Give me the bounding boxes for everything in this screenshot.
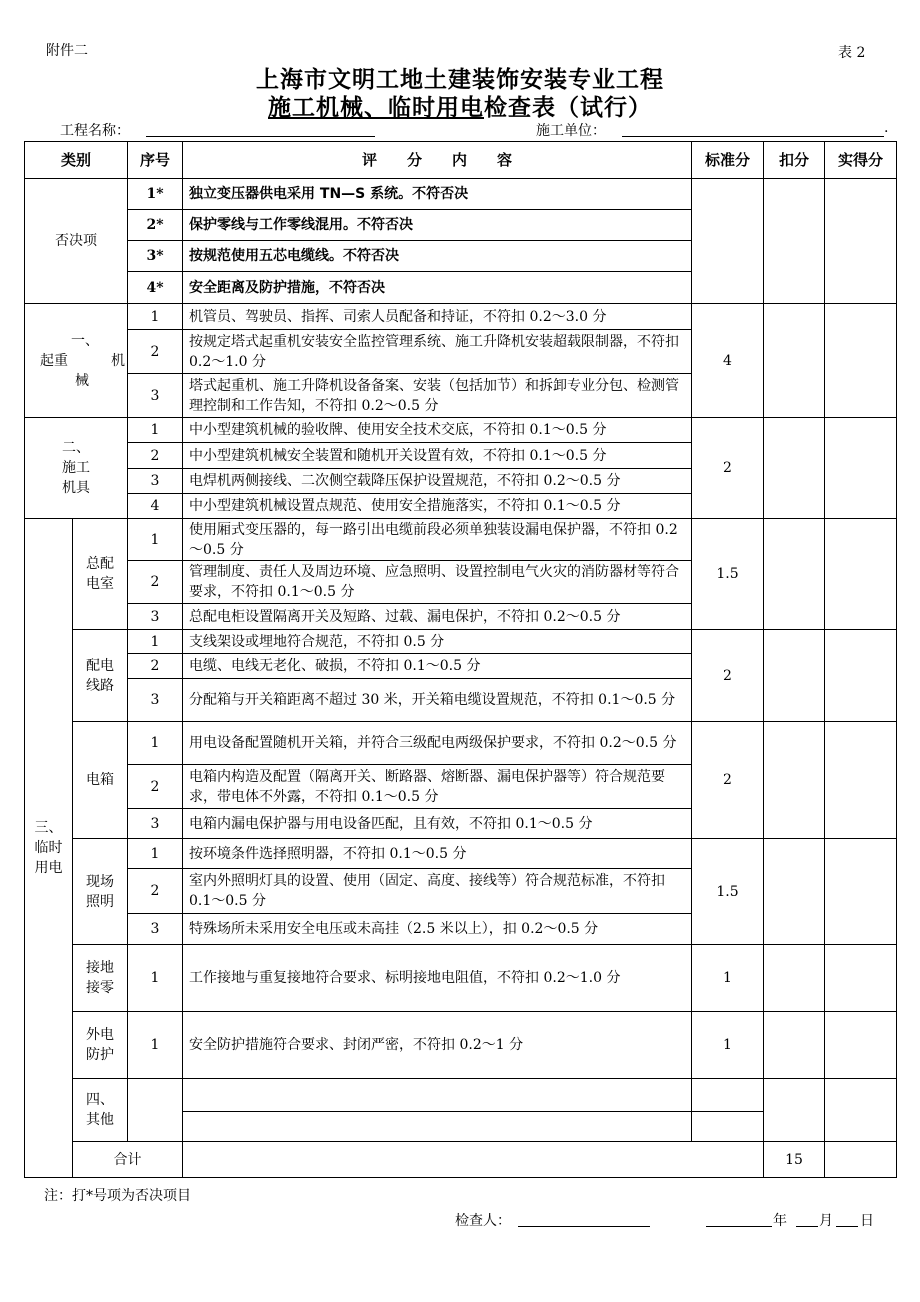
total-deduction[interactable]: [825, 1142, 897, 1178]
item-text[interactable]: [692, 1112, 764, 1142]
item-text: 按环境条件选择照明器，不符扣 0.1～0.5 分: [183, 839, 692, 869]
standard-score-cell: 2: [692, 722, 764, 839]
item-number: 4: [128, 494, 183, 519]
item-text: 电箱内漏电保护器与用电设备匹配，且有效，不符扣 0.1～0.5 分: [183, 809, 692, 839]
subcategory-label: 电箱: [86, 772, 114, 788]
subtitle-rest: 检查表（试行）: [484, 95, 652, 121]
item-number: 3: [128, 809, 183, 839]
table-header: [25, 142, 897, 179]
item-text: 中小型建筑机械安全装置和随机开关设置有效，不符扣 0.1～0.5 分: [183, 443, 692, 469]
item-number: 1: [128, 630, 183, 654]
category-veto: 否决项: [25, 179, 128, 304]
col-content: 评 分 内 容: [183, 142, 692, 179]
category-label: 二、: [62, 440, 90, 456]
subcategory: [73, 1012, 128, 1079]
item-number: 2: [128, 443, 183, 469]
page-subtitle: [0, 89, 920, 122]
standard-score-cell: 1.5: [692, 839, 764, 945]
category-label: 起重: [40, 352, 68, 369]
table-row: [25, 1079, 897, 1112]
unit-label: 施工单位：: [536, 123, 606, 139]
project-name-label: 工程名称：: [60, 123, 130, 139]
item-text: 电焊机两侧接线、二次侧空载降压保护设置规范，不符扣 0.2～0.5 分: [183, 469, 692, 494]
table-number: 表 2: [838, 45, 866, 61]
actual-score-cell[interactable]: [825, 945, 897, 1012]
col-number: 序号: [128, 142, 183, 179]
category-label: 机具: [62, 480, 90, 496]
deduction-cell[interactable]: [764, 519, 825, 630]
item-number: 2: [128, 561, 183, 604]
deduction-cell[interactable]: [764, 945, 825, 1012]
subcategory-label: 照明: [86, 893, 114, 910]
item-text: 中小型建筑机械的验收牌、使用安全技术交底，不符扣 0.1～0.5 分: [183, 418, 692, 443]
subcategory: [73, 630, 128, 722]
actual-score-cell[interactable]: [825, 630, 897, 722]
watermark: zixin.com.cn: [470, 615, 721, 661]
item-text: 管理制度、责任人及周边环境、应急照明、设置控制电气火灾的消防器材等符合要求，不符扣 0.1～0.5 分: [183, 561, 692, 604]
category-label: 四、: [86, 1092, 114, 1108]
category-temp-power: [25, 519, 73, 1178]
item-number: 2*: [128, 210, 183, 241]
subcategory: [73, 519, 128, 630]
item-number: 3: [128, 374, 183, 418]
table-row: [25, 630, 897, 654]
item-number: 1: [128, 519, 183, 561]
unit-end-mark: .: [884, 120, 889, 136]
item-text: 特殊场所未采用安全电压或未高挂（2.5 米以上），扣 0.2～0.5 分: [183, 914, 692, 945]
item-text: 用电设备配置随机开关箱，并符合三级配电两级保护要求，不符扣 0.2～0.5 分: [183, 722, 692, 765]
subcategory: [128, 1079, 183, 1142]
deduction-cell[interactable]: [764, 839, 825, 945]
item-number: 3*: [128, 241, 183, 272]
table-row: [25, 418, 897, 443]
deduction-cell[interactable]: [764, 722, 825, 839]
page-title: 上海市文明工地土建装饰安装专业工程: [256, 67, 664, 93]
item-text: 电箱内构造及配置（隔离开关、断路器、熔断器、漏电保护器等）符合规范要求，带电体不外露，不符扣 0.1～0.5 分: [183, 765, 692, 809]
category-label: 机: [111, 352, 125, 369]
table-row: [25, 839, 897, 869]
category-label: 械: [75, 372, 89, 389]
deduction-cell[interactable]: [825, 1079, 897, 1142]
subcategory-label: 外电: [86, 1027, 114, 1043]
attachment-label: 附件二: [46, 43, 88, 59]
subcategory-label: 防护: [86, 1047, 114, 1063]
item-text: 工作接地与重复接地符合要求、标明接地电阻值，不符扣 0.2～1.0 分: [183, 945, 692, 1012]
item-text: 使用厢式变压器的，每一路引出电缆前段必须单独装设漏电保护器，不符扣 0.2～0.5 分: [183, 519, 692, 561]
category-other: [73, 1079, 128, 1142]
item-text: 总配电柜设置隔离开关及短路、过载、漏电保护，不符扣 0.2～0.5 分: [183, 604, 692, 630]
item-number: 1: [128, 839, 183, 869]
standard-score-cell: 1.5: [692, 519, 764, 630]
item-number: 1: [128, 945, 183, 1012]
item-number: 2: [128, 765, 183, 809]
standard-score-cell: [692, 179, 764, 304]
year-field[interactable]: [706, 1226, 772, 1227]
subcategory-label: 线路: [86, 677, 114, 694]
subcategory-label: 配电: [86, 657, 114, 674]
table-row: [25, 519, 897, 561]
day-label: 日: [860, 1213, 874, 1229]
item-text: 分配箱与开关箱距离不超过 30 米，开关箱电缆设置规范，不符扣 0.1～0.5 分: [183, 679, 692, 722]
item-number[interactable]: [183, 1079, 692, 1112]
category-label: 临时: [34, 840, 63, 856]
standard-score-cell: 4: [692, 304, 764, 418]
item-number: 3: [128, 469, 183, 494]
inspector-label: 检查人：: [455, 1213, 511, 1229]
item-number: 3: [128, 679, 183, 722]
item-number: 2: [128, 330, 183, 374]
category-lifting: [25, 304, 128, 418]
item-text: 塔式起重机、施工升降机设备备案、安装（包括加节）和拆卸专业分包、检测管理控制和工作告知，不符扣 0.2～0.5 分: [183, 374, 692, 418]
category-label: 施工: [62, 460, 90, 476]
standard-score-cell: 2: [692, 418, 764, 519]
subcategory: [73, 945, 128, 1012]
item-number: 4*: [128, 272, 183, 304]
standard-score-cell: 1: [692, 945, 764, 1012]
col-category: 类别: [25, 142, 128, 179]
category-label: 一、: [71, 332, 99, 349]
item-text: 保护零线与工作零线混用。不符否决: [183, 210, 692, 241]
item-number[interactable]: [183, 1112, 692, 1142]
year-label: 年: [773, 1213, 787, 1229]
day-field[interactable]: [836, 1226, 858, 1227]
col-actual-score: 实得分: [825, 142, 897, 179]
item-number: 1: [128, 722, 183, 765]
inspector-field[interactable]: [518, 1226, 650, 1227]
month-label: 月: [819, 1213, 833, 1229]
col-standard-score: 标准分: [692, 142, 764, 179]
footnote: 注：打*号项为否决项目: [44, 1188, 191, 1204]
item-text: 机管员、驾驶员、指挥、司索人员配备和持证，不符扣 0.2～3.0 分: [183, 304, 692, 330]
standard-score-cell: 1: [692, 1012, 764, 1079]
item-text: 室内外照明灯具的设置、使用（固定、高度、接线等）符合规范标准，不符扣 0.1～0.5 分: [183, 869, 692, 914]
item-text: 安全距离及防护措施，不符否决: [183, 272, 692, 304]
actual-score-cell[interactable]: [825, 418, 897, 519]
actual-score-cell[interactable]: [825, 179, 897, 304]
actual-score-cell[interactable]: [825, 1012, 897, 1079]
actual-score-cell[interactable]: [825, 304, 897, 418]
deduction-cell[interactable]: [764, 1012, 825, 1079]
subcategory-label: 电室: [86, 576, 114, 592]
subcategory: [73, 839, 128, 945]
item-number: 1: [128, 418, 183, 443]
item-number: 3: [128, 604, 183, 630]
subcategory: [73, 722, 128, 839]
item-text: 中小型建筑机械设置点规范、使用安全措施落实，不符扣 0.1～0.5 分: [183, 494, 692, 519]
table-row: [25, 304, 897, 330]
table-row: [25, 1012, 897, 1079]
project-name-field[interactable]: [146, 136, 375, 137]
subcategory-label: 现场: [86, 873, 114, 890]
actual-score-cell[interactable]: [825, 519, 897, 630]
item-text[interactable]: [692, 1079, 764, 1112]
subcategory-label: 接零: [86, 980, 114, 996]
item-text: 安全防护措施符合要求、封闭严密，不符扣 0.2～1 分: [183, 1012, 692, 1079]
category-label: 三、: [34, 820, 63, 836]
total-blank: [183, 1142, 764, 1178]
item-text: 独立变压器供电采用 TN—S 系统。不符否决: [183, 179, 692, 210]
item-text: 支线架设或埋地符合规范，不符扣 0.5 分: [183, 630, 692, 654]
item-number: 1: [128, 304, 183, 330]
table-row: [25, 179, 897, 210]
actual-score-cell[interactable]: [825, 722, 897, 839]
item-text: 电缆、电线无老化、破损，不符扣 0.1～0.5 分: [183, 654, 692, 679]
item-text: 按规定塔式起重机安装安全监控管理系统、施工升降机安装超载限制器，不符扣 0.2～1.0 分: [183, 330, 692, 374]
total-standard-score: 15: [764, 1142, 825, 1178]
item-text: 按规范使用五芯电缆线。不符否决: [183, 241, 692, 272]
table-row: [25, 945, 897, 1012]
category-label: 用电: [34, 860, 63, 876]
deduction-cell[interactable]: [764, 418, 825, 519]
standard-score-cell: [764, 1079, 825, 1142]
subcategory-label: 接地: [86, 960, 114, 976]
item-number: 2: [128, 869, 183, 914]
total-row: [25, 1142, 897, 1178]
subtitle-underlined: 施工机械、临时用电: [268, 95, 484, 121]
item-number: 1: [128, 1012, 183, 1079]
col-deduction: 扣分: [764, 142, 825, 179]
subcategory-label: 总配: [86, 556, 114, 572]
deduction-cell[interactable]: [764, 179, 825, 304]
deduction-cell[interactable]: [764, 304, 825, 418]
total-label: 合计: [73, 1142, 183, 1178]
item-number: 2: [128, 654, 183, 679]
table-row: [25, 722, 897, 765]
actual-score-cell[interactable]: [825, 839, 897, 945]
standard-score-cell: 2: [692, 630, 764, 722]
category-label: 其他: [86, 1112, 114, 1128]
category-machines: [25, 418, 128, 519]
item-number: 1*: [128, 179, 183, 210]
item-number: 3: [128, 914, 183, 945]
unit-field[interactable]: [622, 136, 884, 137]
month-field[interactable]: [796, 1226, 818, 1227]
deduction-cell[interactable]: [764, 630, 825, 722]
inspection-table: [24, 141, 897, 1178]
